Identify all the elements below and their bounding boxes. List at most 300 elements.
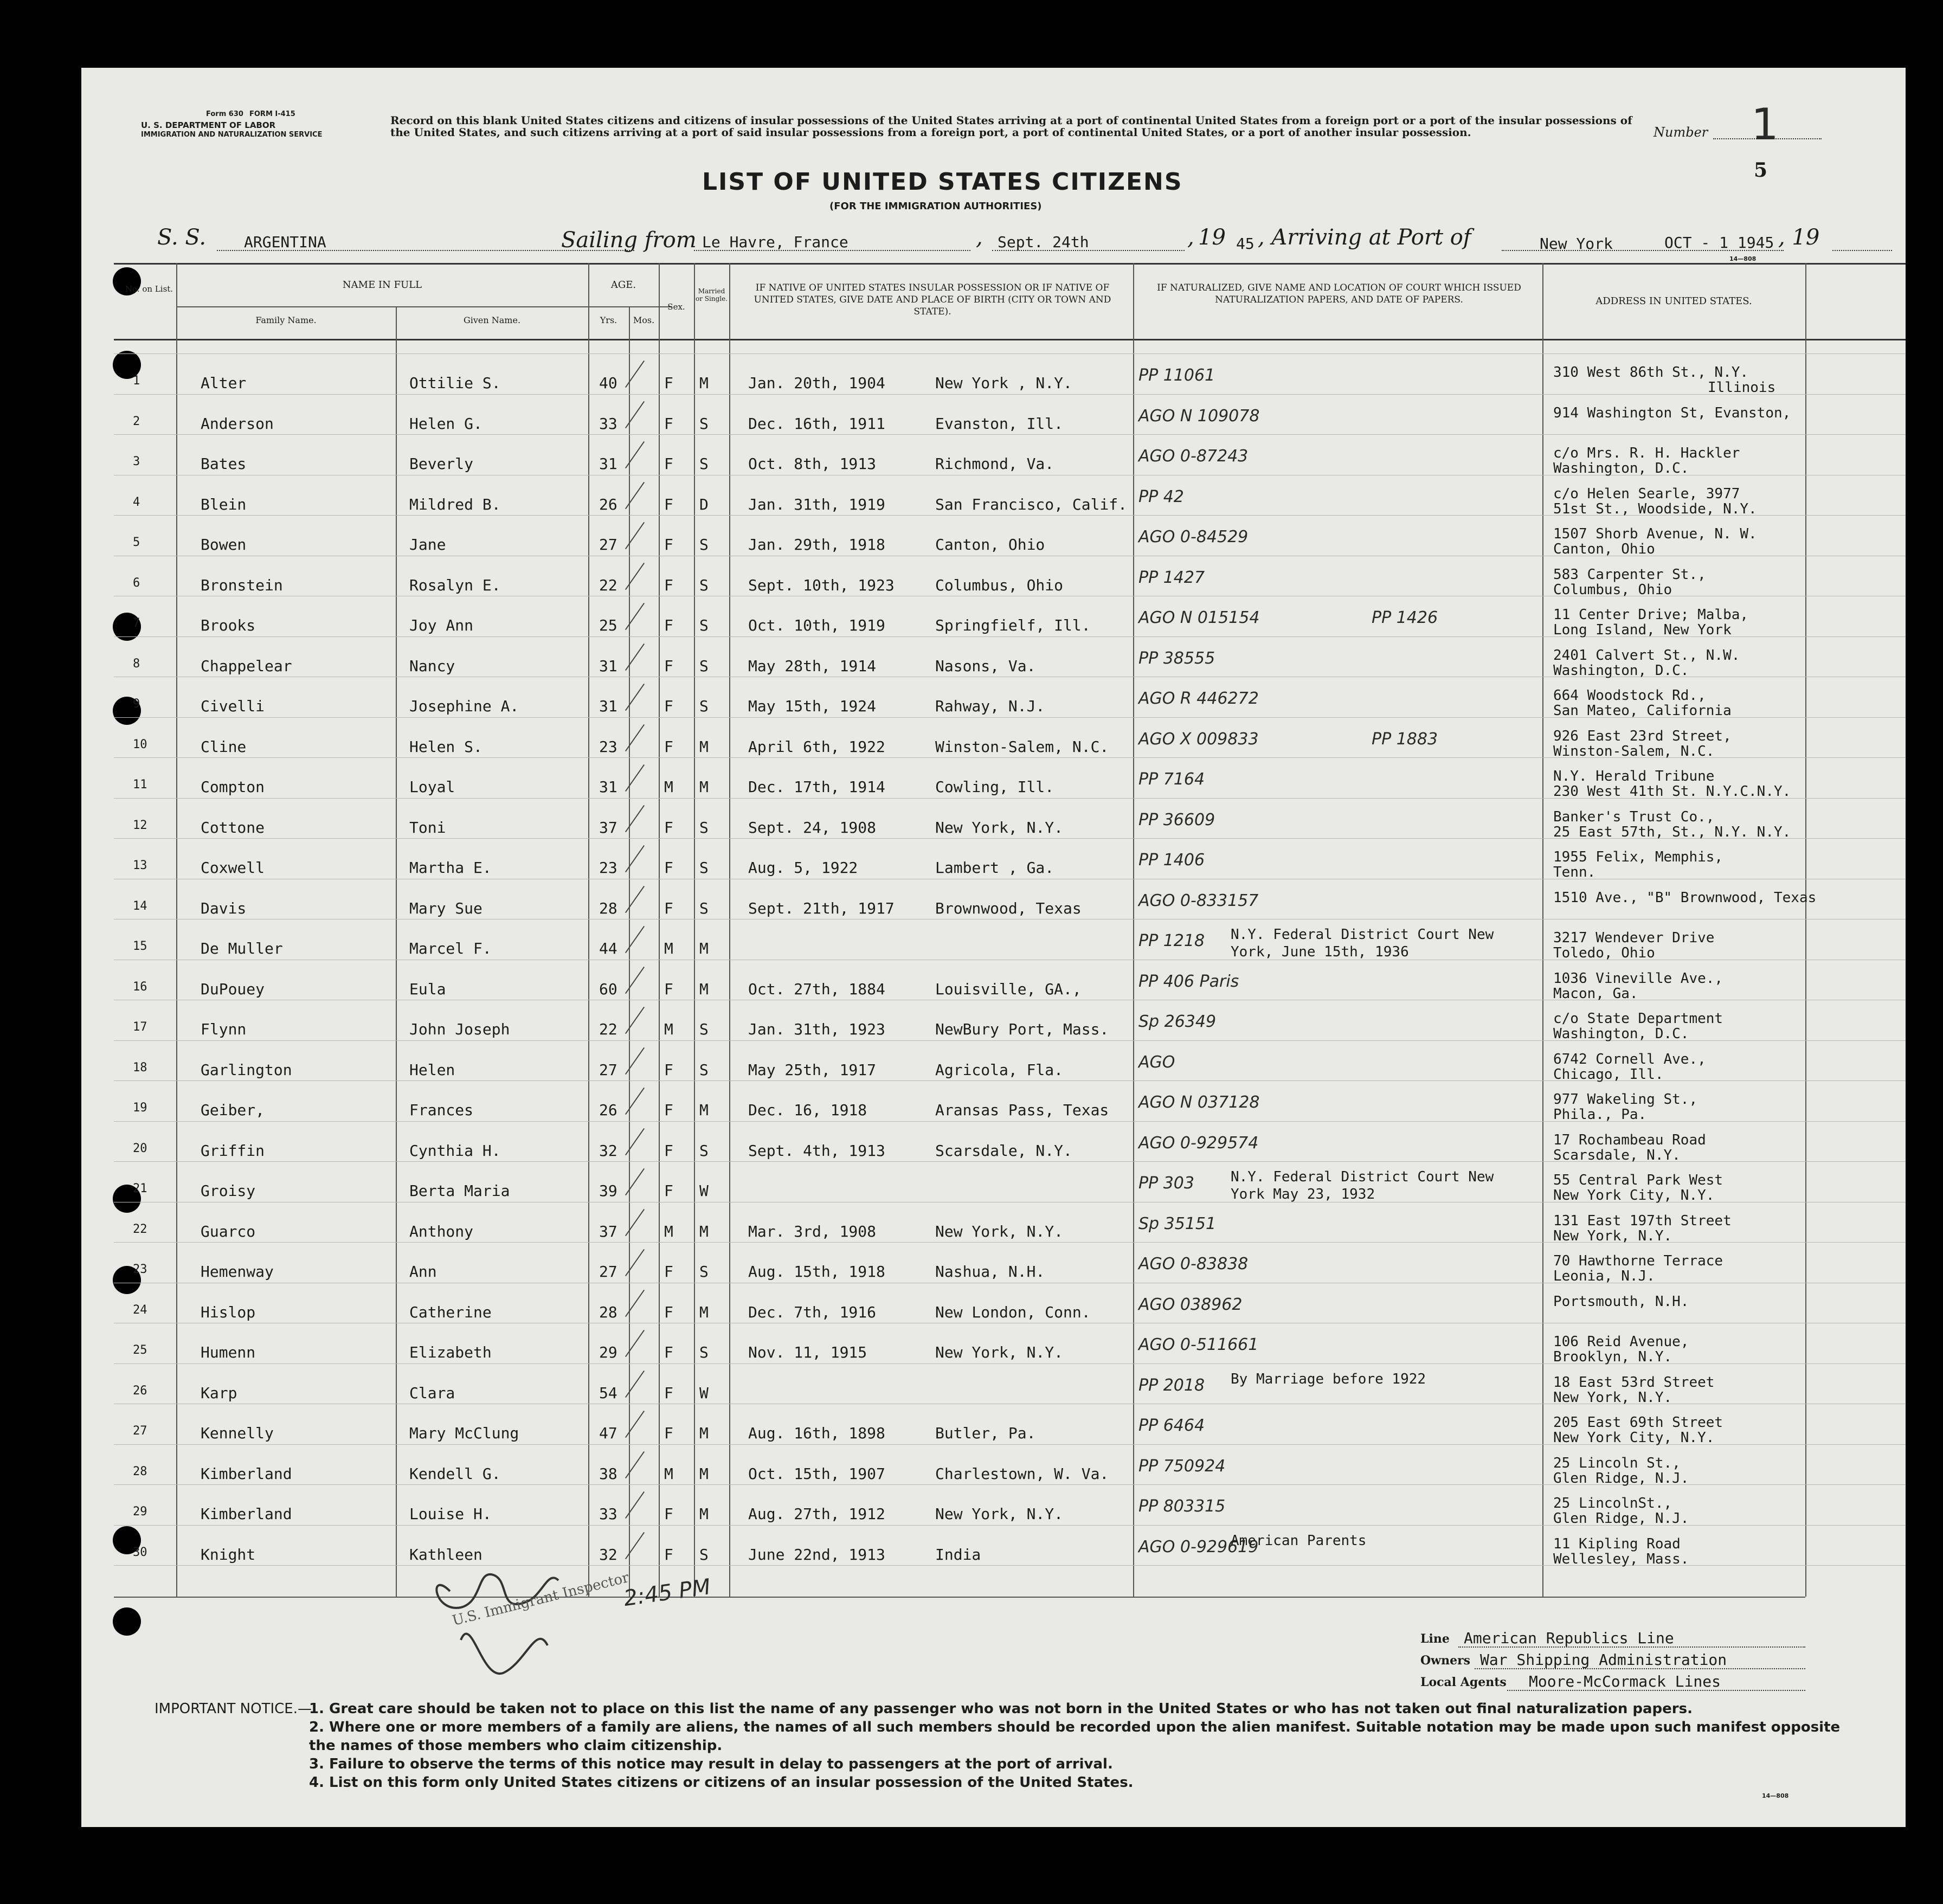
sex: F: [664, 1384, 673, 1402]
given-name: Nancy: [409, 657, 455, 675]
address-line-2: Macon, Ga.: [1553, 986, 1638, 1002]
naturalization: AGO N 015154: [1138, 608, 1260, 627]
naturalization: PP 1427: [1138, 568, 1205, 587]
age: 22: [599, 1020, 617, 1038]
family-name: Hislop: [201, 1303, 256, 1321]
row-number: 8: [133, 657, 140, 671]
sex: F: [664, 576, 673, 594]
owners-value: War Shipping Administration: [1480, 1651, 1727, 1669]
punch-hole: [113, 1607, 141, 1636]
check-mark-icon: [625, 1088, 645, 1115]
birth-date: May 28th, 1914: [748, 657, 877, 675]
family-name: Blein: [201, 496, 247, 513]
family-name: Bronstein: [201, 576, 283, 594]
marital-status: M: [699, 1505, 709, 1523]
sex: F: [664, 374, 673, 392]
family-name: Griffin: [201, 1142, 265, 1160]
given-name: Mildred B.: [409, 496, 501, 513]
family-name: Groisy: [201, 1182, 256, 1200]
given-name: Marcel F.: [409, 940, 492, 957]
given-name: Helen G.: [409, 415, 482, 433]
table-row: [81, 1009, 1906, 1047]
address-line-2: Winston-Salem, N.C.: [1553, 743, 1715, 760]
departure-port: Le Havre, France: [702, 233, 848, 251]
age: 28: [599, 1303, 617, 1321]
naturalization-note: N.Y. Federal District Court New York May 23, 1932: [1231, 1169, 1494, 1202]
row-number: 17: [133, 1020, 147, 1034]
address-line-1: c/o Mrs. R. H. Hackler: [1553, 445, 1740, 461]
marital-status: M: [699, 374, 709, 392]
marital-status: S: [699, 1343, 709, 1361]
col-given-name: Given Name.: [463, 315, 521, 325]
sex: F: [664, 819, 673, 837]
table-row: [81, 1131, 1906, 1169]
marital-status: S: [699, 819, 709, 837]
given-name: Ann: [409, 1263, 437, 1281]
table-row: [81, 606, 1906, 644]
table-row: [81, 1292, 1906, 1330]
row-number: 11: [133, 778, 147, 792]
department-label: U. S. DEPARTMENT OF LABOR: [141, 120, 276, 130]
family-name: Karp: [201, 1384, 237, 1402]
age: 37: [599, 819, 617, 837]
naturalization-note: PP 1426: [1372, 608, 1438, 627]
given-name: Clara: [409, 1384, 455, 1402]
check-mark-icon: [625, 1491, 645, 1519]
birth-place: Scarsdale, N.Y.: [935, 1142, 1072, 1160]
given-name: Martha E.: [409, 859, 492, 877]
naturalization: AGO 0-511661: [1138, 1335, 1259, 1354]
ss-label: S. S.: [157, 225, 207, 250]
birth-date: Sept. 4th, 1913: [748, 1142, 885, 1160]
sex: F: [664, 738, 673, 756]
row-number: 22: [133, 1223, 147, 1236]
address-line-1: c/o Helen Searle, 3977: [1553, 486, 1740, 502]
address-line-1: 1955 Felix, Memphis,: [1553, 849, 1723, 865]
table-row: [81, 1090, 1906, 1128]
given-name: Elizabeth: [409, 1343, 492, 1361]
table-row: [81, 1535, 1906, 1573]
year-suffix: 45: [1236, 235, 1254, 253]
check-mark-icon: [625, 845, 645, 872]
birth-place: NewBury Port, Mass.: [935, 1020, 1109, 1038]
age: 31: [599, 778, 617, 796]
col-age: AGE.: [610, 279, 636, 291]
given-name: Jane: [409, 536, 446, 554]
address-line-1: Portsmouth, N.H.: [1553, 1294, 1689, 1310]
check-mark-icon: [625, 1290, 645, 1317]
table-row: [81, 969, 1906, 1007]
table-row: [81, 1252, 1906, 1290]
check-mark-icon: [625, 926, 645, 953]
birth-place: Rahway, N.J.: [935, 697, 1045, 715]
family-name: Knight: [201, 1546, 256, 1564]
age: 29: [599, 1343, 617, 1361]
check-mark-icon: [625, 603, 645, 630]
birth-place: New York, N.Y.: [935, 1505, 1064, 1523]
marital-status: M: [699, 778, 709, 796]
address-line-1: 17 Rochambeau Road: [1553, 1132, 1706, 1148]
birth-date: Oct. 15th, 1907: [748, 1465, 885, 1483]
check-mark-icon: [625, 1249, 645, 1276]
birth-date: Dec. 16, 1918: [748, 1101, 867, 1119]
table-row: [81, 848, 1906, 886]
sex: F: [664, 1424, 673, 1442]
sex: F: [664, 1101, 673, 1119]
table-row: [81, 1454, 1906, 1492]
row-number: 2: [133, 415, 140, 428]
birth-place: New London, Conn.: [935, 1303, 1091, 1321]
sex: F: [664, 536, 673, 554]
marital-status: S: [699, 1142, 709, 1160]
marital-status: S: [699, 859, 709, 877]
age: 39: [599, 1182, 617, 1200]
naturalization: PP 2018: [1138, 1376, 1205, 1395]
birth-date: Sept. 10th, 1923: [748, 576, 895, 594]
line-label: Line: [1420, 1632, 1450, 1646]
naturalization-note: American Parents: [1231, 1533, 1367, 1549]
marital-status: D: [699, 496, 709, 513]
family-name: Bowen: [201, 536, 247, 554]
row-number: 3: [133, 455, 140, 468]
table-row: [81, 767, 1906, 805]
naturalization: PP 406 Paris: [1138, 972, 1239, 991]
print-code: 14—808: [1729, 255, 1757, 262]
table-row: [81, 485, 1906, 523]
naturalization: AGO 038962: [1138, 1295, 1243, 1314]
birth-place: Butler, Pa.: [935, 1424, 1036, 1442]
family-name: Coxwell: [201, 859, 265, 877]
age: 44: [599, 940, 617, 957]
address-line-2: Columbus, Ohio: [1553, 582, 1672, 598]
check-mark-icon: [625, 1371, 645, 1398]
marital-status: S: [699, 657, 709, 675]
age: 23: [599, 859, 617, 877]
row-number: 1: [133, 374, 140, 388]
check-mark-icon: [625, 401, 645, 428]
address-line-1: N.Y. Herald Tribune: [1553, 768, 1715, 784]
family-name: Cline: [201, 738, 247, 756]
row-number: 30: [133, 1546, 147, 1559]
address-line-2: Leonia, N.J.: [1553, 1268, 1655, 1284]
naturalization: AGO R 446272: [1138, 689, 1259, 708]
row-number: 21: [133, 1182, 147, 1195]
table-row: [81, 1212, 1906, 1250]
marital-status: S: [699, 536, 709, 554]
birth-date: Oct. 27th, 1884: [748, 980, 885, 998]
address-line-1: 55 Central Park West: [1553, 1172, 1723, 1188]
table-row: [81, 1413, 1906, 1451]
row-number: 29: [133, 1505, 147, 1519]
birth-place: Evanston, Ill.: [935, 415, 1064, 433]
notice-title: IMPORTANT NOTICE.—: [155, 1701, 312, 1717]
number-label: Number: [1654, 125, 1708, 140]
birth-place: Louisville, GA.,: [935, 980, 1082, 998]
col-yrs: Yrs.: [600, 315, 617, 325]
age: 25: [599, 616, 617, 634]
address-line-1: 3217 Wendever Drive: [1553, 930, 1715, 946]
age: 32: [599, 1546, 617, 1564]
address-line-2: New York City, N.Y.: [1553, 1187, 1715, 1204]
birth-date: Dec. 16th, 1911: [748, 415, 885, 433]
address-line-2: Wellesley, Mass.: [1553, 1551, 1689, 1567]
sex: F: [664, 697, 673, 715]
departure-date: Sept. 24th: [998, 233, 1089, 251]
notice-4: 4. List on this form only United States citizens or citizens of an insular possession of the United States.: [309, 1774, 1134, 1791]
given-name: Toni: [409, 819, 446, 837]
sex: F: [664, 1263, 673, 1281]
birth-place: New York, N.Y.: [935, 1223, 1064, 1240]
age: 26: [599, 1101, 617, 1119]
family-name: De Muller: [201, 940, 283, 957]
birth-place: San Francisco, Calif.: [935, 496, 1128, 513]
address-line-1: 131 East 197th Street: [1553, 1213, 1732, 1229]
check-mark-icon: [625, 441, 645, 468]
birth-place: Aransas Pass, Texas: [935, 1101, 1109, 1119]
row-number: 14: [133, 899, 147, 913]
check-mark-icon: [625, 724, 645, 751]
marital-status: M: [699, 980, 709, 998]
birth-date: Mar. 3rd, 1908: [748, 1223, 877, 1240]
address-line-1: 310 West 86th St., N.Y.: [1553, 364, 1749, 381]
address-line-1: 11 Kipling Road: [1553, 1536, 1681, 1552]
check-mark-icon: [625, 764, 645, 792]
row-number: 10: [133, 738, 147, 751]
family-name: Alter: [201, 374, 247, 392]
inspector-signature-icon: [417, 1548, 580, 1689]
age: 23: [599, 738, 617, 756]
birth-date: May 15th, 1924: [748, 697, 877, 715]
check-mark-icon: [625, 361, 645, 388]
sex: F: [664, 496, 673, 513]
row-number: 6: [133, 576, 140, 590]
marital-status: S: [699, 415, 709, 433]
naturalization: Sp 26349: [1138, 1012, 1217, 1031]
family-name: Chappelear: [201, 657, 292, 675]
notice-3: 3. Failure to observe the terms of this notice may result in delay to passengers at the port of arrival.: [309, 1756, 1113, 1772]
family-name: Cottone: [201, 819, 265, 837]
table-row: [81, 1050, 1906, 1088]
col-sex: Sex.: [667, 302, 685, 312]
birth-date: Jan. 31th, 1919: [748, 496, 885, 513]
col-no: No. on List.: [125, 284, 173, 294]
address-line-2: Scarsdale, N.Y.: [1553, 1147, 1681, 1163]
given-name: Louise H.: [409, 1505, 492, 1523]
address-line-2: New York City, N.Y.: [1553, 1430, 1715, 1446]
row-number: 24: [133, 1303, 147, 1317]
check-mark-icon: [625, 1451, 645, 1478]
sex: F: [664, 980, 673, 998]
form-number-2: FORM I-415: [249, 110, 295, 118]
age: 33: [599, 1505, 617, 1523]
birth-date: Jan. 31th, 1923: [748, 1020, 885, 1038]
check-mark-icon: [625, 1532, 645, 1559]
naturalization: AGO 0-929619: [1138, 1538, 1259, 1556]
marital-status: W: [699, 1384, 709, 1402]
check-mark-icon: [625, 805, 645, 832]
table-row: [81, 444, 1906, 482]
table-row: [81, 808, 1906, 846]
address-line-1: 1510 Ave., "B" Brownwood, Texas: [1553, 890, 1817, 906]
address-line-2: Brooklyn, N.Y.: [1553, 1349, 1672, 1365]
col-family-name: Family Name.: [255, 315, 317, 325]
birth-date: Nov. 11, 1915: [748, 1343, 867, 1361]
naturalization-note: N.Y. Federal District Court New York, June 15th, 1936: [1231, 927, 1494, 960]
row-number: 5: [133, 536, 140, 549]
address-line-2: Washington, D.C.: [1553, 1026, 1689, 1042]
given-name: Loyal: [409, 778, 455, 796]
given-name: Mary McClung: [409, 1424, 519, 1442]
naturalization: AGO: [1138, 1053, 1175, 1072]
sex: M: [664, 940, 673, 957]
row-number: 15: [133, 940, 147, 953]
age: 27: [599, 1061, 617, 1079]
address-line-2: Illinois: [1708, 379, 1776, 396]
family-name: Kennelly: [201, 1424, 274, 1442]
address-line-1: 926 East 23rd Street,: [1553, 728, 1732, 744]
birth-place: Winston-Salem, N.C.: [935, 738, 1109, 756]
agents-value: Moore-McCormack Lines: [1529, 1673, 1721, 1690]
naturalization: Sp 35151: [1138, 1214, 1217, 1233]
row-number: 13: [133, 859, 147, 872]
given-name: Catherine: [409, 1303, 492, 1321]
birth-date: April 6th, 1922: [748, 738, 885, 756]
page-title: LIST OF UNITED STATES CITIZENS: [702, 168, 1183, 196]
birth-place: Lambert , Ga.: [935, 859, 1054, 877]
naturalization: PP 7164: [1138, 770, 1205, 789]
page-subtitle: (FOR THE IMMIGRATION AUTHORITIES): [829, 201, 1042, 212]
naturalization: PP 1406: [1138, 851, 1205, 870]
inspection-time: 2:45 PM: [622, 1574, 712, 1611]
address-line-2: Chicago, Ill.: [1553, 1066, 1664, 1083]
birth-date: Sept. 21th, 1917: [748, 899, 895, 917]
naturalization: PP 11061: [1138, 366, 1215, 385]
birth-date: Dec. 17th, 1914: [748, 778, 885, 796]
table-row: [81, 525, 1906, 563]
address-line-2: 51st St., Woodside, N.Y.: [1553, 501, 1757, 517]
address-line-1: 664 Woodstock Rd.,: [1553, 687, 1706, 704]
birth-place: Agricola, Fla.: [935, 1061, 1064, 1079]
age: 32: [599, 1142, 617, 1160]
row-number: 18: [133, 1061, 147, 1075]
row-number: 4: [133, 496, 140, 509]
birth-date: Jan. 29th, 1918: [748, 536, 885, 554]
check-mark-icon: [625, 684, 645, 711]
age: 33: [599, 415, 617, 433]
address-line-1: 1036 Vineville Ave.,: [1553, 970, 1723, 987]
family-name: Bates: [201, 455, 247, 473]
given-name: Helen S.: [409, 738, 482, 756]
birth-date: Sept. 24, 1908: [748, 819, 877, 837]
row-number: 7: [133, 616, 140, 630]
naturalization: PP 303: [1138, 1174, 1194, 1193]
check-mark-icon: [625, 1209, 645, 1236]
address-line-1: 205 East 69th Street: [1553, 1414, 1723, 1431]
row-number: 19: [133, 1101, 147, 1115]
age: 40: [599, 374, 617, 392]
check-mark-icon: [625, 1330, 645, 1357]
sex: F: [664, 455, 673, 473]
footer-code: 14—808: [1762, 1792, 1789, 1799]
address-line-2: Phila., Pa.: [1553, 1107, 1647, 1123]
marital-status: S: [699, 455, 709, 473]
row-number: 28: [133, 1465, 147, 1478]
given-name: Berta Maria: [409, 1182, 510, 1200]
given-name: Anthony: [409, 1223, 474, 1240]
sex: F: [664, 415, 673, 433]
given-name: Mary Sue: [409, 899, 482, 917]
address-line-2: New York, N.Y.: [1553, 1228, 1672, 1244]
table-row: [81, 1333, 1906, 1371]
instruction-text: Record on this blank United States citizens and citizens of insular possessions of the United States arriving at a port of continental United States from a foreign port or a port of the insular possessions of the United States, and such citizens arriving at a port of said insular possessions from a foreign port, a port of continental United States, or a port of another insular possession.: [390, 114, 1632, 139]
table-row: [81, 565, 1906, 603]
table-row: [81, 1494, 1906, 1532]
col-mos: Mos.: [633, 315, 655, 325]
marital-status: M: [699, 738, 709, 756]
age: 22: [599, 576, 617, 594]
check-mark-icon: [625, 482, 645, 509]
birth-date: Oct. 10th, 1919: [748, 616, 885, 634]
address-line-2: Toledo, Ohio: [1553, 945, 1655, 961]
birth-date: Aug. 5, 1922: [748, 859, 858, 877]
address-line-1: 106 Reid Avenue,: [1553, 1334, 1689, 1350]
address-line-2: Long Island, New York: [1553, 622, 1732, 638]
form-number: Form 630: [206, 110, 243, 118]
check-mark-icon: [625, 1168, 645, 1195]
check-mark-icon: [625, 1047, 645, 1075]
check-mark-icon: [625, 1411, 645, 1438]
family-name: Garlington: [201, 1061, 292, 1079]
birth-place: Charlestown, W. Va.: [935, 1465, 1109, 1483]
table-row: [81, 686, 1906, 724]
marital-status: M: [699, 1101, 709, 1119]
marital-status: M: [699, 1465, 709, 1483]
naturalization-note: By Marriage before 1922: [1231, 1371, 1426, 1387]
marital-status: S: [699, 1546, 709, 1564]
address-line-2: San Mateo, California: [1553, 703, 1732, 719]
birth-date: Aug. 16th, 1898: [748, 1424, 885, 1442]
address-line-1: c/o State Department: [1553, 1011, 1723, 1027]
naturalization: PP 1218: [1138, 931, 1205, 950]
age: 28: [599, 899, 617, 917]
marital-status: M: [699, 1424, 709, 1442]
naturalization: PP 42: [1138, 487, 1184, 506]
marital-status: S: [699, 1020, 709, 1038]
family-name: Geiber,: [201, 1101, 265, 1119]
marital-status: M: [699, 1303, 709, 1321]
sex: F: [664, 1182, 673, 1200]
col-naturalized: IF NATURALIZED, GIVE NAME AND LOCATION OF COURT WHICH ISSUED NATURALIZATION PAPERS, AND DATE OF PAPERS.: [1157, 282, 1521, 305]
birth-place: Nasons, Va.: [935, 657, 1036, 675]
address-line-2: 230 West 41th St. N.Y.C.N.Y.: [1553, 783, 1791, 800]
col-name-in-full: NAME IN FULL: [342, 279, 422, 291]
owners-label: Owners: [1420, 1654, 1471, 1668]
naturalization: AGO 0-83838: [1138, 1255, 1249, 1273]
family-name: Flynn: [201, 1020, 247, 1038]
naturalization: PP 803315: [1138, 1497, 1226, 1516]
sex: F: [664, 859, 673, 877]
given-name: Joy Ann: [409, 616, 474, 634]
sex: F: [664, 1061, 673, 1079]
birth-place: Brownwood, Texas: [935, 899, 1082, 917]
birth-date: Aug. 15th, 1918: [748, 1263, 885, 1281]
sex: M: [664, 1223, 673, 1240]
address-line-2: 25 East 57th, St., N.Y. N.Y.: [1553, 824, 1791, 840]
col-address: ADDRESS IN UNITED STATES.: [1595, 295, 1752, 307]
birth-place: India: [935, 1546, 981, 1564]
address-line-2: Washington, D.C.: [1553, 460, 1689, 477]
marital-status: M: [699, 940, 709, 957]
